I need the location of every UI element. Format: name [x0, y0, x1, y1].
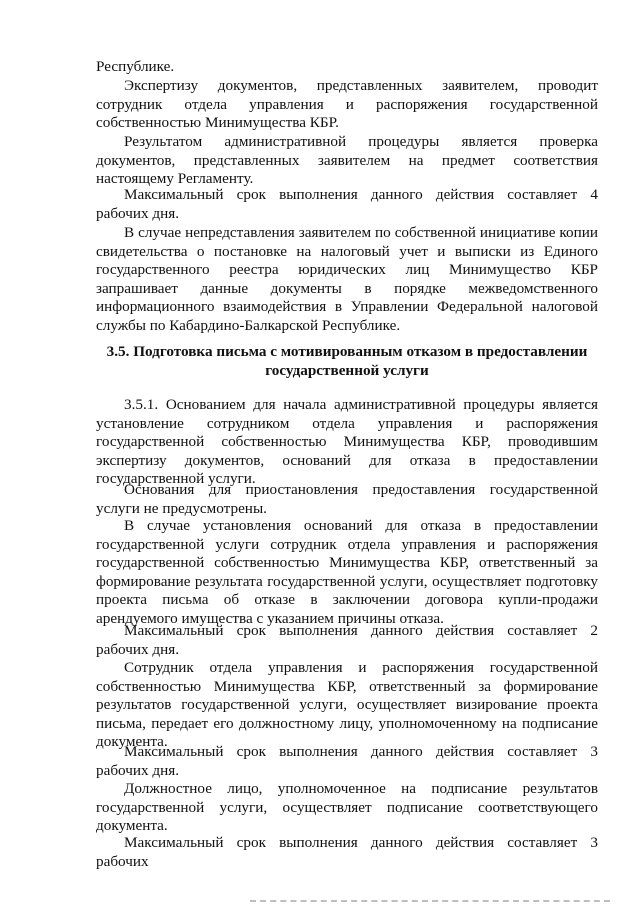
- paragraph-refusal-draft: В случае установления оснований для отказа в предоставлении государственной услуги сотрудник отдела управления и распоряжения государственной собственностью Минимущества КБР, ответственный за формирование результата государственной услуги, осуществляет подготовку проекта письма об отказе в заключении договора купли-продажи арендуемого имущества с указанием причины отказа.: [96, 517, 598, 627]
- paragraph-approval: Сотрудник отдела управления и распоряжения государственной собственностью Минимущества КБР, ответственный за формирование результатов государственной услуги, осуществляет визирование проекта письма, передает его должностному лицу, уполномоченному на подписание документа.: [96, 659, 598, 750]
- paragraph-term-4-days: Максимальный срок выполнения данного действия составляет 4 рабочих дня.: [96, 186, 598, 222]
- paragraph-expertise: Экспертизу документов, представленных заявителем, проводит сотрудник отдела управления и распоряжения государственной собственностью Минимущества КБР.: [96, 77, 598, 131]
- paragraph-term-2-days: Максимальный срок выполнения данного действия составляет 2 рабочих дня.: [96, 622, 598, 658]
- paragraph-result: Результатом административной процедуры является проверка документов, представленных заявителем на предмет соответствия настоящему Регламенту.: [96, 133, 598, 187]
- paragraph-term-3-days-second: Максимальный срок выполнения данного действия составляет 3 рабочих: [96, 834, 598, 870]
- scan-edge-artifact: [250, 900, 610, 902]
- paragraph-signing: Должностное лицо, уполномоченное на подписание результатов государственной услуги, осуществляет подписание соответствующего документа.: [96, 780, 598, 834]
- paragraph-no-suspension: Основания для приостановления предоставления государственной услуги не предусмотрены.: [96, 481, 598, 517]
- paragraph-term-3-days-first: Максимальный срок выполнения данного действия составляет 3 рабочих дня.: [96, 743, 598, 779]
- section-heading: 3.5. Подготовка письма с мотивированным отказом в предоставлении государственной услуги: [106, 343, 588, 379]
- paragraph-continuation: Республике.: [96, 58, 175, 75]
- paragraph-interagency-request: В случае непредставления заявителем по собственной инициативе копии свидетельства о постановке на налоговый учет и выписки из Единого государственного реестра юридических лиц Минимущество КБР запрашивает данные документы в порядке межведомственного информационного взаимодействия в Управлении Федеральной налоговой службы по Кабардино-Балкарской Республике.: [96, 224, 598, 334]
- paragraph-3-5-1: 3.5.1. Основанием для начала административной процедуры является установление сотрудником отдела управления и распоряжения государственной собственностью Минимущества КБР, проводившим экспертизу документов, оснований для отказа в предоставлении государственной услуги.: [96, 396, 598, 487]
